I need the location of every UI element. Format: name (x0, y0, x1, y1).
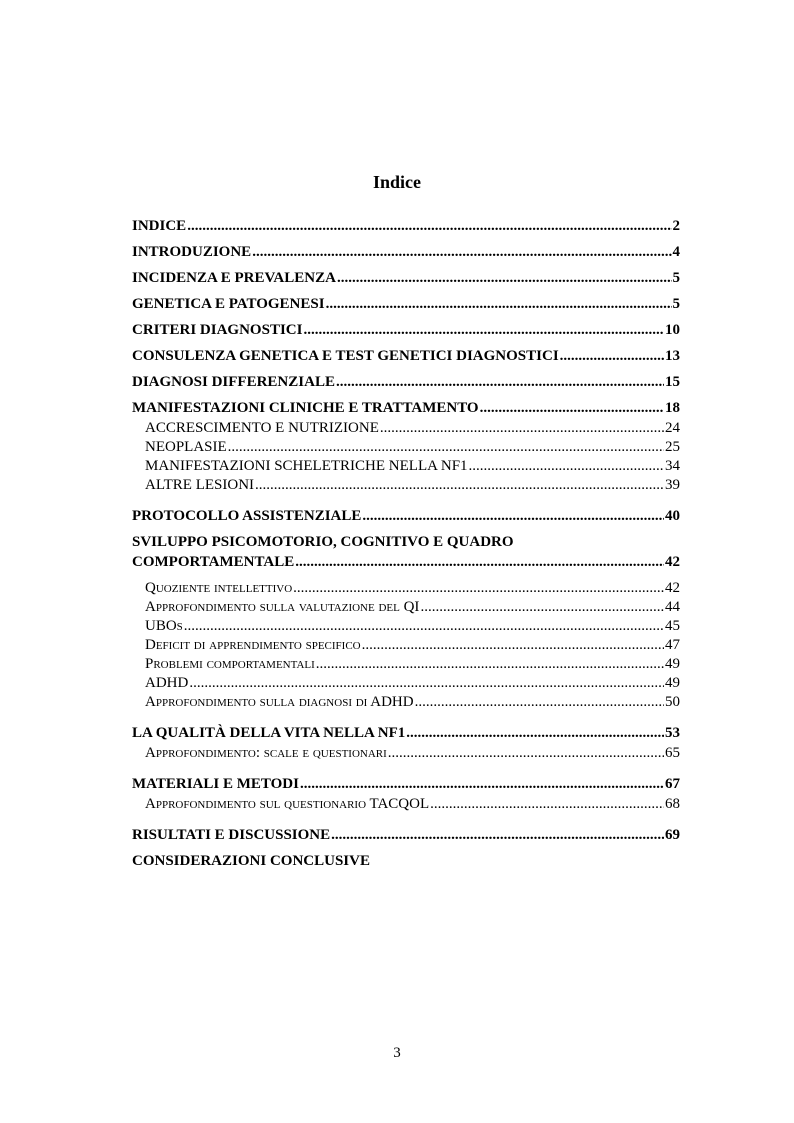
toc-entry-label: CRITERI DIAGNOSTICI (132, 322, 303, 338)
toc-subentry-scheletriche[interactable] (132, 456, 680, 475)
toc-entry-label: UBOs (145, 618, 183, 634)
toc-subentry-neoplasie[interactable] (132, 437, 680, 456)
toc-leader-dots (430, 795, 664, 813)
toc-entry-label: Quoziente intellettivo (145, 580, 293, 596)
toc-leader-dots (362, 636, 664, 654)
toc-entry-label: GENETICA E PATOGENESI (132, 296, 325, 312)
toc-leader-dots (415, 693, 664, 711)
toc-subentry-quoziente[interactable] (132, 578, 680, 597)
toc-entry-page: 24 (665, 420, 680, 436)
toc-entry-label: CONSULENZA GENETICA E TEST GENETICI DIAGNOSTICI (132, 348, 559, 364)
toc-subentry-scale-questionari[interactable] (132, 743, 680, 762)
toc-entry-label: MANIFESTAZIONI CLINICHE E TRATTAMENTO (132, 400, 479, 416)
toc-entry-page: 5 (672, 270, 680, 286)
toc-entry-label: INDICE (132, 218, 187, 234)
toc-leader-dots (362, 506, 664, 526)
toc-leader-dots (560, 346, 664, 366)
toc-entry-page: 69 (665, 827, 680, 843)
toc-entry-label: CONSIDERAZIONI CONCLUSIVE (132, 853, 370, 869)
toc-entry-materiali[interactable] (132, 768, 680, 794)
toc-subentry-altre-lesioni[interactable] (132, 475, 680, 494)
toc-entry-page: 50 (665, 694, 680, 710)
toc-subentry-tacqol[interactable] (132, 794, 680, 813)
toc-entry-label: Approfondimento sulla valutazione del QI (145, 599, 420, 615)
toc-entry-label: LA QUALITÀ DELLA VITA NELLA NF1 (132, 725, 406, 741)
toc-entry-page: 65 (665, 745, 680, 761)
toc-leader-dots (331, 825, 664, 845)
toc-leader-dots (255, 476, 664, 494)
toc-entry-page: 40 (665, 508, 680, 524)
toc-subentry-problemi[interactable] (132, 654, 680, 673)
toc-entry-incidenza[interactable] (132, 262, 680, 288)
toc-entry-label: Problemi comportamentali (145, 656, 315, 672)
toc-entry-sviluppo[interactable] (132, 526, 680, 572)
toc-entry-introduzione[interactable] (132, 236, 680, 262)
toc-subentry-deficit[interactable] (132, 635, 680, 654)
toc-entry-page: 2 (672, 218, 680, 234)
toc-leader-dots (252, 242, 671, 262)
toc-entry-label: MATERIALI E METODI (132, 776, 299, 792)
toc-entry-page: 49 (665, 675, 680, 691)
toc-leader-dots (337, 268, 672, 288)
toc-leader-dots (293, 579, 664, 597)
toc-entry-label: Approfondimento sulla diagnosi di ADHD (145, 694, 414, 710)
toc-entry-qualita-vita[interactable] (132, 717, 680, 743)
toc-entry-page: 39 (665, 477, 680, 493)
toc-entry-label-line1: SVILUPPO PSICOMOTORIO, COGNITIVO E QUADRO (132, 534, 514, 550)
toc-entry-label: ALTRE LESIONI (145, 477, 255, 493)
toc-entry-diagnosi-differenziale[interactable] (132, 366, 680, 392)
toc-entry-label: ADHD (145, 675, 189, 691)
toc-entry-page: 4 (672, 244, 680, 260)
toc-entry-consulenza[interactable] (132, 340, 680, 366)
toc-subentry-valutazione-qi[interactable] (132, 597, 680, 616)
toc-entry-label: ACCRESCIMENTO E NUTRIZIONE (145, 420, 379, 436)
toc-entry-page: 49 (665, 656, 680, 672)
toc-leader-dots (228, 438, 664, 456)
toc-entry-page: 42 (665, 554, 680, 570)
toc-entry-label: Approfondimento sul questionario TACQOL (145, 796, 430, 812)
toc-leader-dots (469, 457, 664, 475)
toc-subentry-adhd[interactable] (132, 673, 680, 692)
toc-entry-page: 45 (665, 618, 680, 634)
toc-entry-label: PROTOCOLLO ASSISTENZIALE (132, 508, 362, 524)
toc-entry-considerazioni[interactable] (132, 845, 680, 871)
toc-entry-page: 44 (665, 599, 680, 615)
toc-leader-dots (189, 674, 664, 692)
toc-entry-label: NEOPLASIE (145, 439, 227, 455)
toc-leader-dots (326, 294, 672, 314)
toc-leader-dots (300, 774, 664, 794)
toc-leader-dots (420, 598, 664, 616)
toc-entry-label: Deficit di apprendimento specifico (145, 637, 361, 653)
toc-entry-page: 47 (665, 637, 680, 653)
toc-leader-dots (480, 398, 664, 418)
toc-entry-label-line2: COMPORTAMENTALE (132, 554, 295, 570)
toc-entry-indice[interactable] (132, 210, 680, 236)
toc-entry-page: 25 (665, 439, 680, 455)
toc-entry-page: 68 (665, 796, 680, 812)
toc-entry-label: RISULTATI E DISCUSSIONE (132, 827, 331, 843)
toc-entry-page: 42 (665, 580, 680, 596)
toc-entry-page: 5 (672, 296, 680, 312)
toc-subentry-ubos[interactable] (132, 616, 680, 635)
toc-entry-page: 67 (665, 776, 680, 792)
toc-entry-genetica[interactable] (132, 288, 680, 314)
toc-leader-dots (380, 419, 664, 437)
toc-leader-dots (295, 552, 664, 572)
toc-entry-page: 53 (665, 725, 680, 741)
page-title: Indice (372, 172, 421, 192)
page-number: 3 (393, 1045, 401, 1061)
toc-leader-dots (184, 617, 664, 635)
toc-entry-label: DIAGNOSI DIFFERENZIALE (132, 374, 335, 390)
toc-leader-dots (187, 216, 671, 236)
toc-entry-label: INCIDENZA E PREVALENZA (132, 270, 336, 286)
toc-entry-page: 10 (665, 322, 680, 338)
toc-leader-dots (303, 320, 664, 340)
toc-entry-manifestazioni[interactable] (132, 392, 680, 418)
toc-entry-label: Approfondimento: scale e questionari (145, 745, 387, 761)
toc-entry-label: MANIFESTAZIONI SCHELETRICHE NELLA NF1 (145, 458, 468, 474)
toc-entry-page: 13 (665, 348, 680, 364)
toc-entry-label: INTRODUZIONE (132, 244, 252, 260)
toc-leader-dots (406, 723, 664, 743)
toc-entry-protocollo[interactable] (132, 500, 680, 526)
toc-leader-dots (336, 372, 664, 392)
toc-entry-page: 34 (665, 458, 680, 474)
table-of-contents (132, 210, 680, 871)
toc-entry-page: 15 (665, 374, 680, 390)
toc-entry-risultati[interactable] (132, 819, 680, 845)
toc-leader-dots (388, 744, 664, 762)
toc-subentry-diagnosi-adhd[interactable] (132, 692, 680, 711)
toc-entry-page: 18 (665, 400, 680, 416)
toc-subentry-accrescimento[interactable] (132, 418, 680, 437)
toc-entry-criteri[interactable] (132, 314, 680, 340)
toc-leader-dots (316, 655, 664, 673)
